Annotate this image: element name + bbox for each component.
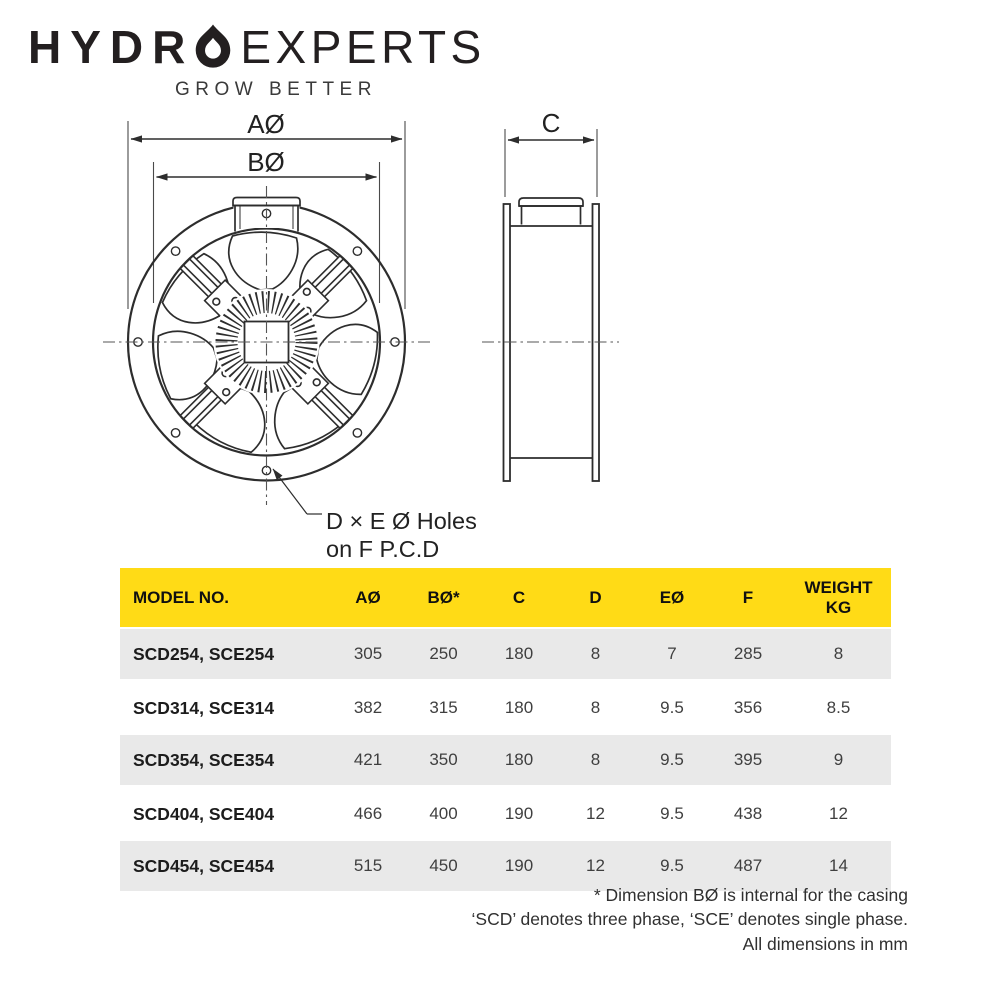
brand-name-hydro: HYDR bbox=[28, 21, 195, 73]
value-cell: 190 bbox=[504, 804, 534, 823]
col-header-e: EØ bbox=[659, 587, 685, 607]
col-header-b: BØ* bbox=[427, 587, 460, 607]
holes-note-line2: on F P.C.D bbox=[326, 536, 440, 562]
col-header-c: C bbox=[512, 587, 526, 607]
value-cell: 382 bbox=[353, 698, 383, 717]
col-header-f: F bbox=[742, 587, 754, 607]
value-cell: 395 bbox=[733, 750, 763, 769]
value-cell: 356 bbox=[733, 698, 763, 717]
value-cell: 305 bbox=[353, 644, 383, 663]
value-cell: 466 bbox=[353, 804, 383, 823]
table-header-row bbox=[120, 568, 891, 627]
value-cell: 9 bbox=[833, 750, 844, 770]
value-cell: 12 bbox=[586, 856, 605, 875]
table-body bbox=[120, 627, 891, 895]
value-cell: 180 bbox=[504, 750, 534, 769]
value-cell: 12 bbox=[829, 804, 848, 824]
value-cell: 9.5 bbox=[660, 856, 684, 875]
value-cell: 285 bbox=[733, 644, 763, 663]
terminal-box-side bbox=[519, 198, 583, 225]
col-header-a: AØ bbox=[355, 587, 381, 607]
fan-front-view bbox=[103, 186, 431, 505]
brand-tagline: GROW BETTER bbox=[175, 79, 377, 100]
value-cell: 250 bbox=[429, 644, 458, 663]
table-row bbox=[120, 789, 891, 839]
footnote-dimension-b: * Dimension BØ is internal for the casing bbox=[593, 885, 908, 905]
value-cell: 8 bbox=[590, 750, 601, 769]
table-row bbox=[120, 627, 891, 683]
model-cell: SCD314, SCE314 bbox=[133, 697, 275, 718]
dim-b-label: BØ bbox=[247, 147, 285, 177]
value-cell: 180 bbox=[504, 698, 534, 717]
value-cell: 438 bbox=[733, 804, 763, 823]
value-cell: 487 bbox=[733, 856, 763, 875]
brand-name-experts: EXPERTS bbox=[240, 21, 486, 73]
value-cell: 180 bbox=[504, 644, 534, 663]
water-drop-icon bbox=[192, 23, 234, 71]
value-cell: 9.5 bbox=[660, 804, 684, 823]
table-row bbox=[120, 683, 891, 733]
value-cell: 190 bbox=[504, 856, 534, 875]
footnote-units: All dimensions in mm bbox=[742, 933, 908, 954]
brand-logo bbox=[28, 22, 486, 101]
value-cell: 450 bbox=[429, 856, 458, 875]
value-cell: 8 bbox=[590, 698, 601, 717]
value-cell: 8 bbox=[833, 644, 844, 664]
dimension-c bbox=[505, 108, 597, 197]
technical-drawing bbox=[0, 95, 1000, 565]
model-cell: SCD404, SCE404 bbox=[133, 803, 275, 824]
spec-table bbox=[120, 568, 891, 895]
value-cell: 14 bbox=[829, 856, 848, 876]
value-cell: 421 bbox=[353, 750, 383, 769]
col-header-d: D bbox=[589, 587, 602, 607]
dim-c-label: C bbox=[541, 108, 561, 138]
value-cell: 12 bbox=[586, 804, 605, 823]
model-cell: SCD454, SCE454 bbox=[133, 855, 275, 876]
col-header-weight: WEIGHT KG bbox=[804, 578, 873, 617]
footnote-phase: ‘SCD’ denotes three phase, ‘SCE’ denotes single phase. bbox=[471, 909, 908, 930]
col-header-model: MODEL NO. bbox=[133, 587, 230, 607]
value-cell: 8.5 bbox=[826, 698, 851, 718]
value-cell: 9.5 bbox=[660, 698, 684, 717]
value-cell: 8 bbox=[590, 644, 601, 663]
value-cell: 9.5 bbox=[660, 750, 684, 769]
value-cell: 350 bbox=[429, 750, 458, 769]
holes-note-line1: D × E Ø Holes bbox=[326, 508, 477, 534]
footnotes bbox=[472, 883, 908, 956]
dim-a-label: AØ bbox=[247, 109, 285, 139]
value-cell: 400 bbox=[429, 804, 458, 823]
value-cell: 315 bbox=[429, 698, 458, 717]
value-cell: 7 bbox=[667, 644, 677, 663]
holes-annotation bbox=[273, 469, 477, 562]
model-cell: SCD354, SCE354 bbox=[133, 749, 275, 770]
fan-side-view bbox=[482, 198, 619, 481]
value-cell: 515 bbox=[353, 856, 383, 875]
table-row bbox=[120, 733, 891, 789]
model-cell: SCD254, SCE254 bbox=[133, 643, 275, 664]
